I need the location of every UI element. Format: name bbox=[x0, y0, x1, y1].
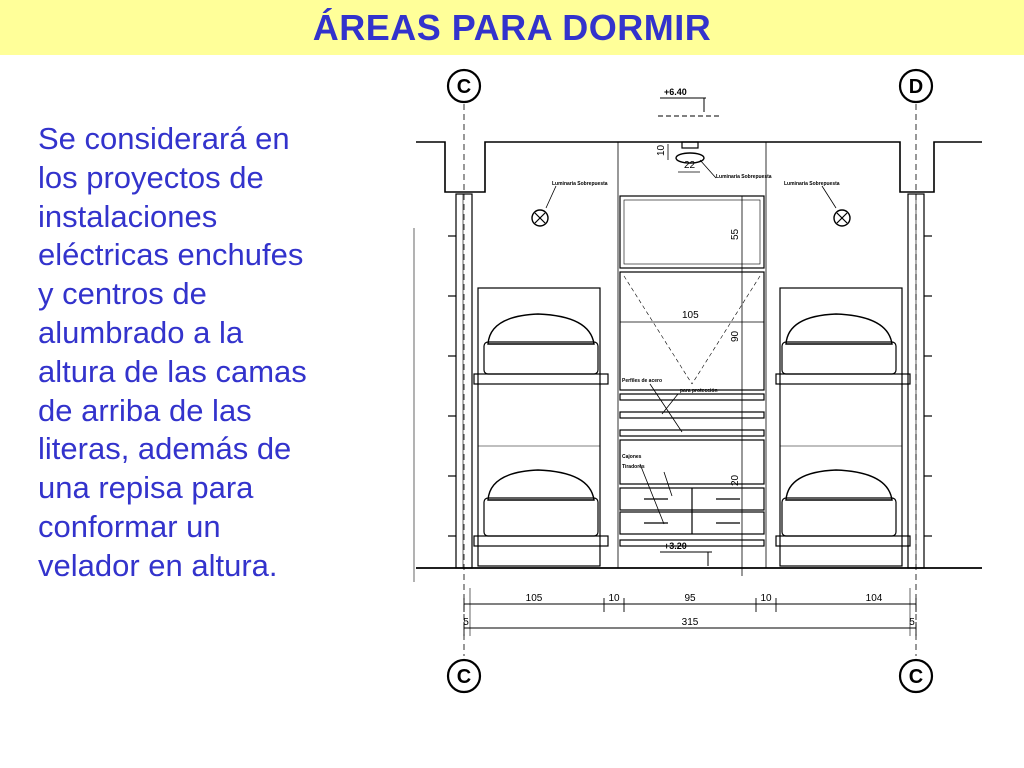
body-line: literas, además de bbox=[38, 431, 292, 467]
edge-dim-right: 5 bbox=[909, 617, 915, 628]
note-leaders bbox=[640, 384, 682, 524]
body-line: instalaciones bbox=[38, 198, 218, 234]
axis-label-top-right: D bbox=[908, 76, 924, 98]
note-lamp-right: Luminaria Sobrepuesta bbox=[784, 181, 840, 187]
left-wall bbox=[414, 194, 472, 582]
wall-lamp-left bbox=[532, 186, 556, 226]
vertical-dimension bbox=[736, 196, 748, 576]
total-dim-label: 315 bbox=[681, 617, 699, 628]
note-handles: Tiradores bbox=[622, 464, 645, 470]
body-line: eléctricas enchufes bbox=[38, 237, 304, 273]
body-line: velador en altura. bbox=[38, 547, 278, 583]
level-label-top: +6.40 bbox=[664, 87, 687, 97]
slide-title: ÁREAS PARA DORMIR bbox=[312, 6, 712, 48]
dim-middle-section: 90 bbox=[730, 330, 741, 342]
axis-label-bottom-left: C bbox=[456, 666, 472, 688]
bottom-dim-label: 105 bbox=[525, 593, 543, 604]
dim-lower-section: 20 bbox=[730, 474, 741, 486]
dim-upper-cabinet: 55 bbox=[730, 228, 741, 240]
bottom-dim-label: 95 bbox=[684, 593, 696, 604]
axis-label-top-left: C bbox=[456, 76, 472, 98]
dim-lamp-width: 22 bbox=[684, 160, 696, 171]
bottom-dim-label: 104 bbox=[865, 593, 883, 604]
note-drawers: Cajones bbox=[622, 454, 642, 460]
body-line: altura de las camas bbox=[38, 353, 307, 389]
note-lamp-left: Luminaria Sobrepuesta bbox=[552, 181, 608, 187]
dim-lamp-height: 10 bbox=[656, 144, 667, 156]
right-wall bbox=[908, 194, 932, 568]
body-line: alumbrado a la bbox=[38, 314, 244, 350]
bottom-dim-label: 10 bbox=[760, 593, 772, 604]
axis-label-bottom-right: C bbox=[908, 666, 924, 688]
body-line: y centros de bbox=[38, 276, 207, 312]
note-shelf-protection: para protección bbox=[680, 388, 718, 394]
body-line: una repisa para bbox=[38, 470, 254, 506]
body-line: de arriba de las bbox=[38, 392, 252, 428]
edge-dim-left: 5 bbox=[463, 617, 469, 628]
body-line: los proyectos de bbox=[38, 159, 264, 195]
level-marker-top bbox=[658, 98, 720, 116]
body-line: conformar un bbox=[38, 508, 221, 544]
note-lamp-center: Luminaria Sobrepuesta bbox=[716, 174, 772, 180]
bunk-bed-right bbox=[776, 288, 910, 566]
body-line: Se considerará en bbox=[38, 121, 290, 156]
bottom-dim-label: 10 bbox=[608, 593, 620, 604]
central-cabinet bbox=[618, 142, 766, 568]
level-marker-bottom bbox=[660, 552, 712, 566]
level-label-bottom: +3.20 bbox=[664, 541, 687, 551]
dim-cabinet-width: 105 bbox=[682, 310, 699, 321]
note-shelf-profile: Perfiles de acero bbox=[622, 378, 663, 384]
bunk-bed-left bbox=[474, 288, 608, 566]
wall-lamp-right bbox=[822, 186, 850, 226]
ceiling-slab bbox=[416, 142, 982, 192]
